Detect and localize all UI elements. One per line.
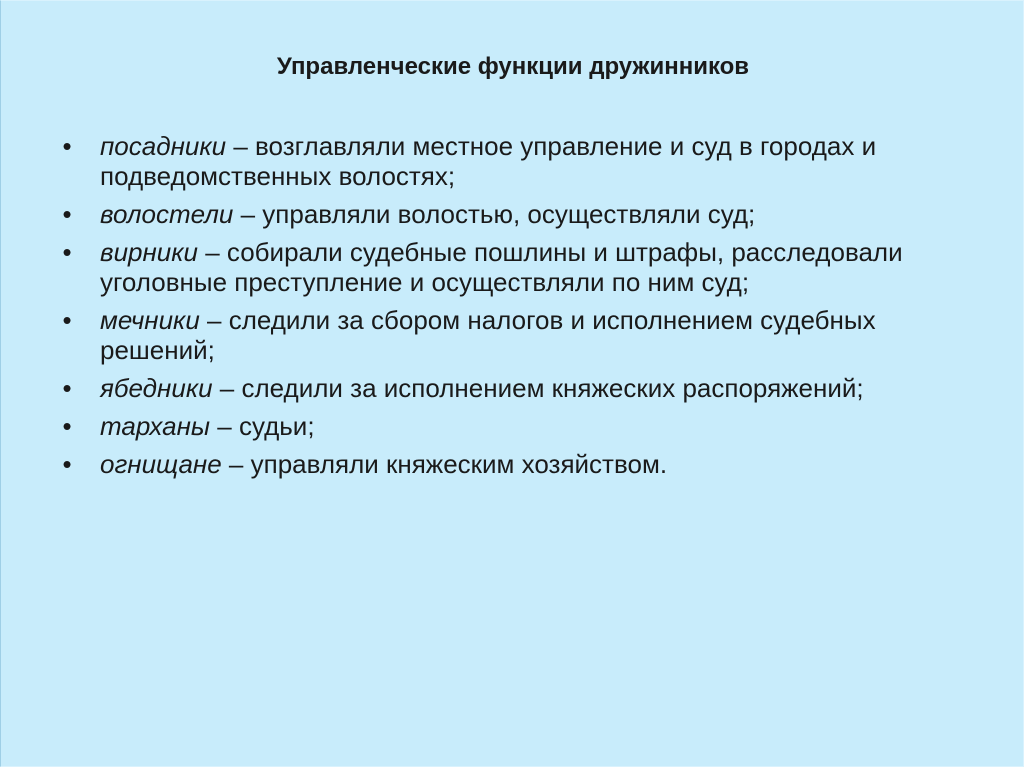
bullet-icon: • [62, 199, 72, 229]
bullet-icon: • [62, 237, 72, 267]
term: мечники [100, 305, 200, 335]
term: тарханы [100, 411, 211, 441]
term: волостели [100, 199, 234, 229]
list-item [57, 449, 937, 479]
term-description: – следили за сбором налогов и исполнением судебных решений; [100, 305, 876, 365]
bullet-icon: • [62, 411, 72, 441]
term-description: – судьи; [210, 411, 315, 441]
list-item [57, 199, 937, 229]
list-item [57, 411, 937, 441]
term-description: – собирали судебные пошлины и штрафы, расследовали уголовные преступление и осуществляли по ним суд; [100, 237, 903, 297]
bullet-icon: • [62, 373, 72, 403]
list-item [57, 305, 937, 365]
list-item [57, 131, 937, 191]
term-description: – следили за исполнением княжеских распоряжений; [212, 373, 864, 403]
term: посадники [100, 131, 227, 161]
bullet-icon: • [62, 449, 72, 479]
term-description: – возглавляли местное управление и суд в городах и подведомственных волостях; [100, 131, 877, 191]
bullet-icon: • [62, 131, 72, 161]
term-description: – управляли волостью, осуществляли суд; [233, 199, 756, 229]
bullet-icon: • [62, 305, 72, 335]
term: вирники [100, 237, 198, 267]
list-item [57, 373, 937, 403]
bullet-list [57, 131, 937, 487]
term: ябедники [100, 373, 213, 403]
term-description: – управляли княжеским хозяйством. [221, 449, 668, 479]
list-item [57, 237, 937, 297]
slide-title: Управленческие функции дружинников [276, 53, 750, 80]
term: огнищане [100, 449, 222, 479]
